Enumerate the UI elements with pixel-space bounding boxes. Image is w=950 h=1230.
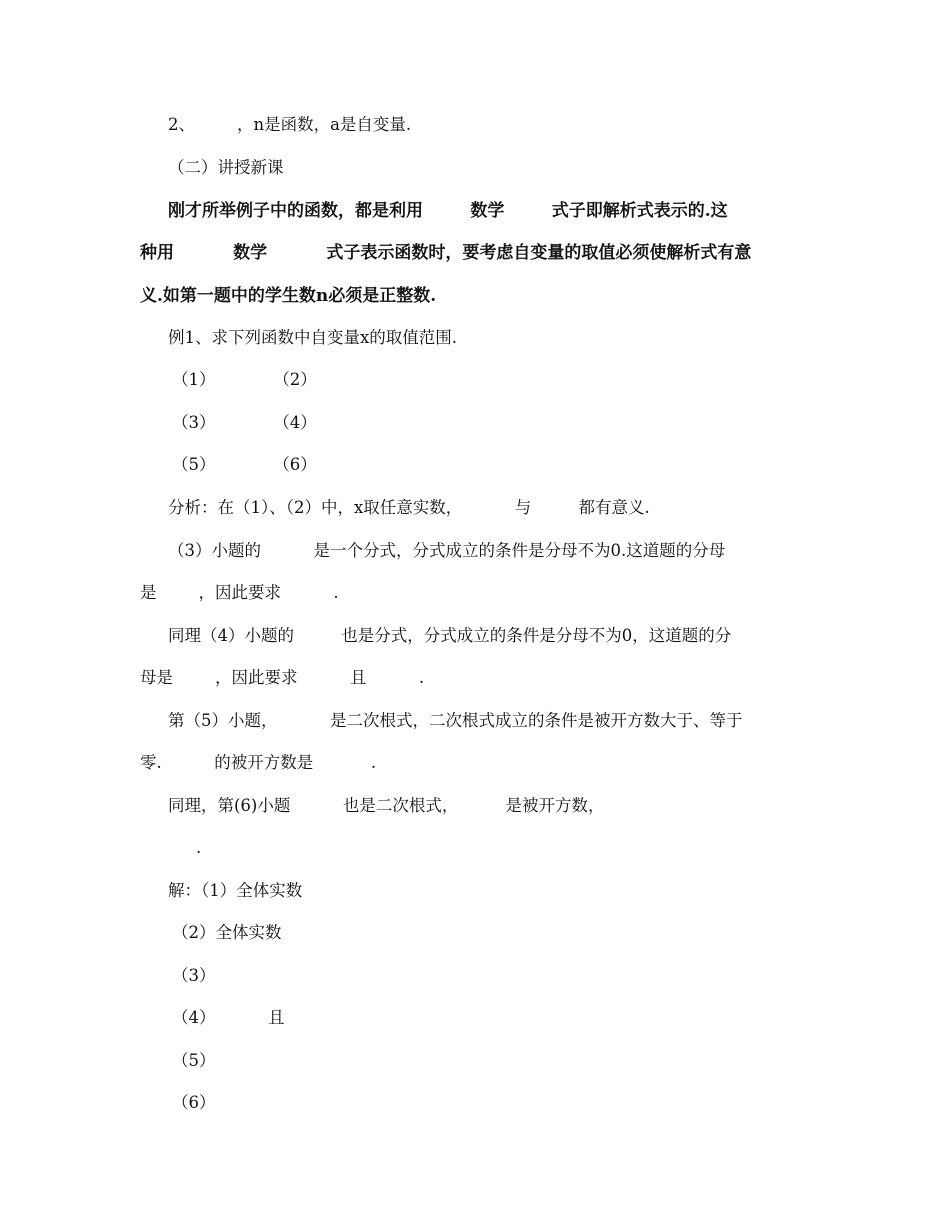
analysis-line-5: 母是 ，因此要求 且 . — [140, 668, 425, 687]
solution-line-1: 解：（1）全体实数 — [168, 881, 303, 900]
text-line-4: 种用 数学 式子表示函数时，要考虑自变量的取值必须使解析式有意 — [140, 243, 752, 263]
analysis-line-7: 零. 的被开方数是 . — [140, 753, 377, 772]
analysis-line-1: 分析：在（1）、（2）中，x取任意实数， 与 都有意义. — [168, 498, 650, 517]
solution-line-4: （4） 且 — [172, 1008, 285, 1027]
solution-line-3: （3） — [172, 966, 216, 985]
analysis-line-9: . — [196, 838, 202, 857]
section-heading: （二）讲授新课 — [168, 158, 284, 177]
analysis-line-8: 同理，第(6)小题 也是二次根式， 是被开方数， — [168, 796, 605, 815]
example-items-5-6: （5） （6） — [172, 455, 317, 474]
text-line-5: 义.如第一题中的学生数n必须是正整数. — [140, 286, 437, 306]
example-heading: 例1、求下列函数中自变量x的取值范围. — [168, 328, 458, 347]
solution-line-2: （2）全体实数 — [172, 923, 282, 942]
text-line-3: 刚才所举例子中的函数，都是利用 数学 式子即解析式表示的.这 — [168, 201, 728, 221]
solution-line-5: （5） — [172, 1051, 216, 1070]
analysis-line-3: 是 ，因此要求 . — [140, 583, 339, 602]
analysis-line-4: 同理（4）小题的 也是分式，分式成立的条件是分母不为0，这道题的分 — [168, 626, 732, 645]
text-line-1: 2、 ，n是函数，a是自变量. — [168, 115, 412, 134]
example-items-3-4: （3） （4） — [172, 413, 317, 432]
example-items-1-2: （1） （2） — [172, 370, 317, 389]
analysis-line-2: （3）小题的 是一个分式，分式成立的条件是分母不为0.这道题的分母 — [168, 541, 726, 560]
analysis-line-6: 第（5）小题， 是二次根式，二次根式成立的条件是被开方数大于、等于 — [168, 711, 743, 730]
solution-line-6: （6） — [172, 1093, 216, 1112]
